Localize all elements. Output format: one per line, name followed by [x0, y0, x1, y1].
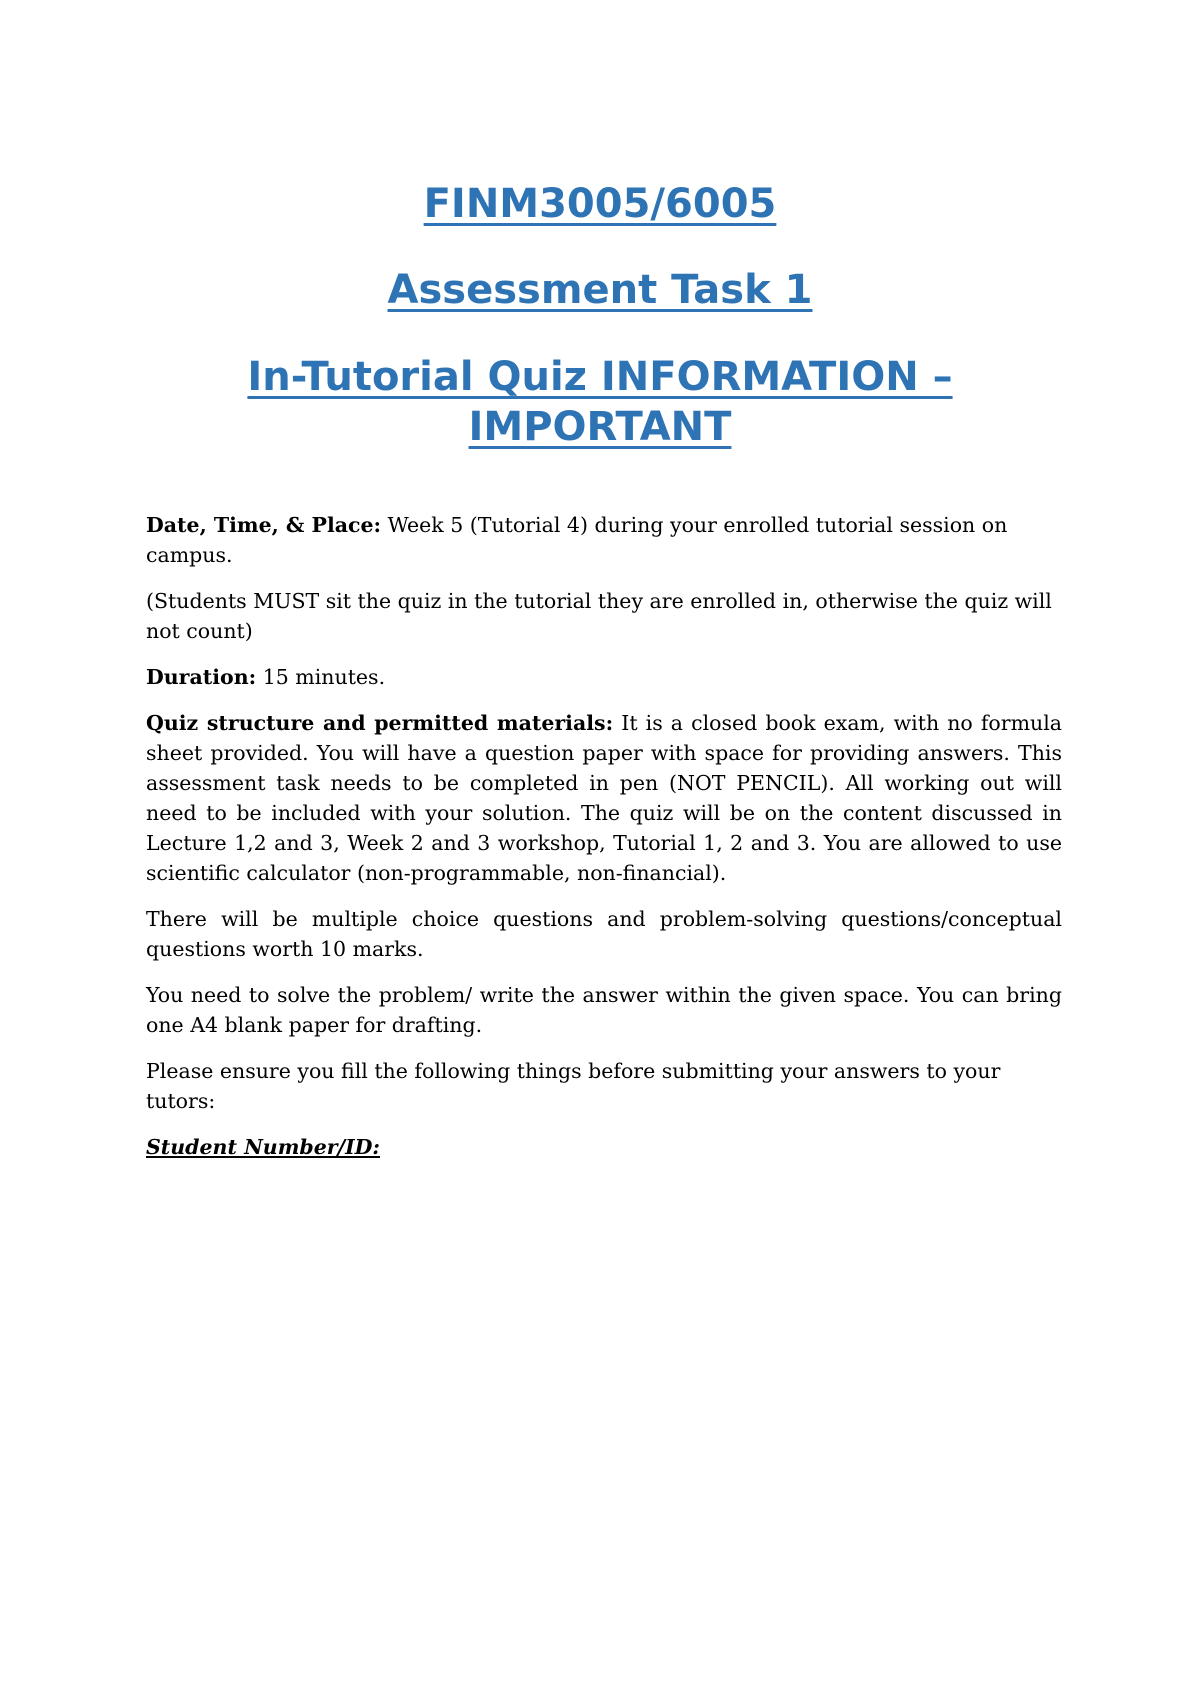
title-block — [200, 178, 1000, 452]
duration-label: Duration: — [146, 665, 257, 689]
assessment-task-heading: Assessment Task 1 — [387, 267, 813, 313]
quiz-structure-label: Quiz structure and permitted materials: — [146, 711, 614, 735]
quiz-structure-text: It is a closed book exam, with no formula sheet provided. You will have a question paper with space for providing answers. This assessment task needs to be completed in pen (NOT PENCIL). All working out will need to be included with your solution. The quiz will be on the content discussed in Lecture 1,2 and 3, Week 2 and 3 workshop, Tutorial 1, 2 and 3. You are allowed to use scientific calculator (non-programmable, non-financial). — [146, 711, 1062, 885]
course-code-heading: FINM3005/6005 — [423, 181, 777, 227]
student-id-paragraph — [146, 1132, 1062, 1162]
quiz-structure-paragraph — [146, 708, 1062, 888]
question-types-paragraph: There will be multiple choice questions and problem-solving questions/conceptual questions worth 10 marks. — [146, 907, 1062, 961]
date-time-place-paragraph — [146, 510, 1062, 570]
quiz-information-heading: In-Tutorial Quiz INFORMATION – IMPORTANT — [247, 354, 953, 450]
answer-space-paragraph: You need to solve the problem/ write the answer within the given space. You can bring one A4 blank paper for drafting. — [146, 983, 1062, 1037]
date-time-place-label: Date, Time, & Place: — [146, 513, 382, 537]
ensure-fill-paragraph: Please ensure you fill the following things before submitting your answers to your tutors: — [146, 1059, 1001, 1113]
duration-text: 15 minutes. — [256, 665, 386, 689]
student-id-label: Student Number/ID: — [146, 1135, 380, 1159]
enrolment-note-paragraph: (Students MUST sit the quiz in the tutorial they are enrolled in, otherwise the quiz will not count) — [146, 589, 1052, 643]
document-body — [146, 510, 1062, 1178]
duration-paragraph — [146, 662, 1062, 692]
date-time-place-text: Week 5 (Tutorial 4) during your enrolled tutorial session on campus. — [146, 513, 1008, 567]
